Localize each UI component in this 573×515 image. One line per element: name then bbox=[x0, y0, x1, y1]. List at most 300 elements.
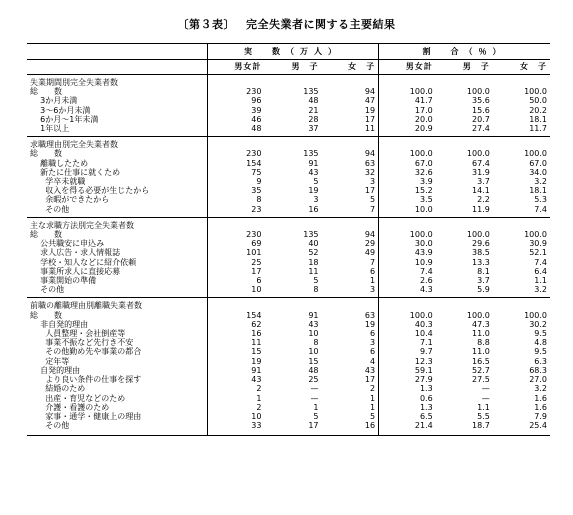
header-ratio-male: 男 子 bbox=[436, 60, 493, 75]
row-label: 6か月～1年未満 bbox=[30, 114, 99, 124]
cell-ratio-female: 7.9 bbox=[534, 411, 547, 421]
cell-ratio-male: 100.0 bbox=[466, 310, 490, 320]
table-row bbox=[27, 412, 550, 421]
cell-count-male: — bbox=[310, 393, 319, 403]
cell-count-total: 10 bbox=[207, 412, 264, 421]
cell-count-total bbox=[207, 298, 264, 311]
table-row bbox=[27, 421, 550, 436]
cell-count-male bbox=[264, 217, 321, 230]
header-ratio-group: 割 合（％） bbox=[379, 44, 550, 60]
section-title: 前職の離職理由別離職失業者数 bbox=[30, 301, 142, 311]
cell-count-total: 75 bbox=[207, 168, 264, 177]
cell-count-total: 48 bbox=[207, 124, 264, 137]
cell-ratio-total: 12.3 bbox=[379, 357, 436, 366]
cell-count-total: 101 bbox=[207, 248, 264, 257]
table-row bbox=[27, 258, 550, 267]
cell-count-female: 32 bbox=[364, 167, 376, 177]
row-label: より良い条件の仕事を探す bbox=[30, 375, 142, 385]
cell-ratio-male: 27.5 bbox=[471, 375, 490, 385]
cell-ratio-male: 14.1 bbox=[471, 186, 490, 196]
header-count-total: 男女計 bbox=[207, 60, 264, 75]
cell-ratio-total bbox=[379, 75, 436, 88]
section-heading-row bbox=[27, 137, 550, 150]
row-label: 1年以上 bbox=[27, 124, 207, 137]
row-label: 事業不振など先行き不安 bbox=[30, 338, 134, 348]
header-count-female: 女 子 bbox=[322, 60, 379, 75]
cell-ratio-total: 59.1 bbox=[379, 366, 436, 375]
cell-ratio-total: 41.7 bbox=[379, 96, 436, 105]
cell-count-male: 48 bbox=[308, 365, 319, 375]
cell-ratio-total: 6.5 bbox=[379, 412, 436, 421]
table-row bbox=[27, 375, 550, 384]
cell-count-female: 63 bbox=[364, 158, 376, 168]
cell-count-total: 9 bbox=[207, 177, 264, 186]
cell-ratio-male: 5.9 bbox=[436, 285, 493, 298]
row-label: 総 数 bbox=[30, 230, 62, 240]
cell-count-total: 33 bbox=[207, 421, 264, 436]
cell-count-male: 10 bbox=[308, 329, 319, 339]
cell-ratio-total: 3.5 bbox=[379, 195, 436, 204]
row-label: 非自発的理由 bbox=[30, 319, 89, 329]
cell-count-female: 16 bbox=[322, 421, 379, 436]
cell-ratio-male: 38.5 bbox=[471, 248, 490, 258]
cell-ratio-female: 20.2 bbox=[529, 105, 547, 115]
row-label: その他 bbox=[27, 285, 207, 298]
table-title bbox=[0, 16, 573, 32]
cell-ratio-female: 30.9 bbox=[529, 239, 547, 249]
row-label: 新たに仕事に就くため bbox=[30, 167, 121, 177]
section-heading-row bbox=[27, 75, 550, 88]
table-row bbox=[27, 149, 550, 158]
cell-count-female: 19 bbox=[364, 105, 376, 115]
table-row bbox=[27, 285, 550, 298]
row-label: 定年等 bbox=[30, 356, 70, 366]
cell-count-female: 5 bbox=[370, 195, 376, 205]
cell-count-female: 5 bbox=[370, 411, 376, 421]
cell-count-female: 1 bbox=[370, 393, 376, 403]
table-row bbox=[27, 124, 550, 137]
cell-ratio-male: 47.3 bbox=[471, 319, 490, 329]
cell-count-male: 5 bbox=[313, 177, 319, 187]
cell-ratio-male: 31.9 bbox=[471, 167, 490, 177]
cell-count-female: 17 bbox=[364, 375, 376, 385]
cell-ratio-male bbox=[436, 137, 493, 150]
cell-count-male: 135 bbox=[303, 230, 319, 240]
cell-count-female: 6 bbox=[370, 266, 376, 276]
cell-count-female: 47 bbox=[364, 96, 376, 106]
table-row bbox=[27, 276, 550, 285]
row-label: 出産・育児などのため bbox=[30, 393, 126, 403]
cell-count-male bbox=[264, 298, 321, 311]
table-row bbox=[27, 106, 550, 115]
cell-count-female: 6 bbox=[370, 347, 376, 357]
table-row bbox=[27, 347, 550, 356]
cell-count-total: 230 bbox=[207, 230, 264, 239]
row-label: 総 数 bbox=[30, 149, 62, 159]
cell-ratio-male: 29.6 bbox=[471, 239, 490, 249]
cell-ratio-male: 100.0 bbox=[466, 230, 490, 240]
cell-ratio-male bbox=[436, 217, 493, 230]
cell-count-female: 49 bbox=[364, 248, 376, 258]
cell-count-male: 43 bbox=[308, 319, 319, 329]
cell-count-total: 23 bbox=[207, 205, 264, 218]
cell-count-male: 40 bbox=[308, 239, 319, 249]
cell-ratio-female: 6.3 bbox=[534, 356, 547, 366]
table-row bbox=[27, 384, 550, 393]
cell-ratio-total: 32.6 bbox=[379, 168, 436, 177]
cell-count-male: 19 bbox=[308, 186, 319, 196]
cell-count-female: 3 bbox=[322, 285, 379, 298]
table-number: 〔第３表〕 bbox=[177, 18, 235, 31]
cell-count-female: 17 bbox=[364, 186, 376, 196]
cell-count-total: 16 bbox=[207, 329, 264, 338]
cell-ratio-male: 27.4 bbox=[436, 124, 493, 137]
cell-count-female bbox=[322, 217, 379, 230]
cell-ratio-total: 9.7 bbox=[379, 347, 436, 356]
cell-ratio-male: 100.0 bbox=[466, 87, 490, 97]
cell-ratio-female: 4.8 bbox=[534, 338, 547, 348]
cell-count-female bbox=[322, 298, 379, 311]
cell-ratio-male: 11.9 bbox=[436, 205, 493, 218]
cell-ratio-total: 7.4 bbox=[379, 267, 436, 276]
table-row bbox=[27, 96, 550, 105]
cell-ratio-male: 100.0 bbox=[466, 149, 490, 159]
table-row bbox=[27, 195, 550, 204]
cell-ratio-male: 1.1 bbox=[477, 402, 490, 412]
table-row bbox=[27, 329, 550, 338]
cell-count-total: 2 bbox=[207, 384, 264, 393]
cell-ratio-total: 3.9 bbox=[379, 177, 436, 186]
cell-count-male: 16 bbox=[264, 205, 321, 218]
cell-count-female bbox=[322, 137, 379, 150]
cell-count-total: 6 bbox=[207, 276, 264, 285]
table-row bbox=[27, 357, 550, 366]
table-row bbox=[27, 320, 550, 329]
cell-ratio-total: 7.1 bbox=[379, 338, 436, 347]
cell-count-male: 8 bbox=[313, 338, 319, 348]
cell-ratio-total: 10.4 bbox=[379, 329, 436, 338]
cell-count-total: 11 bbox=[207, 338, 264, 347]
cell-count-total: 91 bbox=[207, 366, 264, 375]
cell-count-female bbox=[322, 75, 379, 88]
cell-ratio-female: 1.1 bbox=[534, 276, 547, 286]
cell-count-total bbox=[207, 75, 264, 88]
cell-ratio-total bbox=[379, 217, 436, 230]
cell-count-male: 1 bbox=[313, 402, 319, 412]
cell-count-total: 17 bbox=[207, 267, 264, 276]
header-blank bbox=[27, 44, 207, 60]
header-blank-sub bbox=[27, 60, 207, 75]
table-row bbox=[27, 267, 550, 276]
cell-count-male: 17 bbox=[264, 421, 321, 436]
header-ratio-female: 女 子 bbox=[493, 60, 550, 75]
cell-count-total: 39 bbox=[207, 106, 264, 115]
row-label: 総 数 bbox=[30, 87, 62, 97]
cell-ratio-total: 20.0 bbox=[379, 115, 436, 124]
cell-count-total bbox=[207, 137, 264, 150]
table-row bbox=[27, 115, 550, 124]
cell-count-male: 8 bbox=[264, 285, 321, 298]
cell-count-total: 35 bbox=[207, 186, 264, 195]
cell-ratio-total: 1.3 bbox=[379, 384, 436, 393]
cell-count-total: 2 bbox=[207, 403, 264, 412]
cell-ratio-female: 1.6 bbox=[534, 402, 547, 412]
cell-ratio-male: 3.7 bbox=[477, 177, 490, 187]
cell-ratio-female: 100.0 bbox=[524, 87, 547, 97]
cell-count-male: 5 bbox=[313, 276, 319, 286]
cell-ratio-male: — bbox=[481, 384, 490, 394]
cell-ratio-female: 3.2 bbox=[534, 384, 547, 394]
cell-count-total: 19 bbox=[207, 357, 264, 366]
cell-ratio-total: 100.0 bbox=[379, 87, 436, 96]
cell-count-male: 15 bbox=[308, 356, 319, 366]
cell-ratio-total: 1.3 bbox=[379, 403, 436, 412]
header-count-group: 実 数（万人） bbox=[207, 44, 378, 60]
cell-ratio-total: 17.0 bbox=[379, 106, 436, 115]
cell-count-male: 21 bbox=[308, 105, 319, 115]
row-label: 事業所求人に直接応募 bbox=[30, 266, 121, 276]
cell-ratio-female: 34.0 bbox=[529, 167, 547, 177]
cell-ratio-total: 10.0 bbox=[379, 205, 436, 218]
cell-ratio-male: 13.3 bbox=[471, 257, 490, 267]
row-label: 人員整理・会社倒産等 bbox=[30, 329, 126, 339]
cell-ratio-total: 10.9 bbox=[379, 258, 436, 267]
row-label: その他 bbox=[27, 421, 207, 436]
cell-count-male: 18 bbox=[308, 257, 319, 267]
cell-ratio-male: 16.5 bbox=[471, 356, 490, 366]
row-label: その他 bbox=[27, 205, 207, 218]
cell-ratio-male: 35.6 bbox=[471, 96, 490, 106]
cell-count-female: 94 bbox=[364, 87, 376, 97]
cell-count-total: 10 bbox=[207, 285, 264, 298]
cell-count-total: 230 bbox=[207, 87, 264, 96]
table-row bbox=[27, 366, 550, 375]
cell-count-male: 91 bbox=[308, 158, 319, 168]
header-ratio-total: 男女計 bbox=[379, 60, 436, 75]
table-row bbox=[27, 177, 550, 186]
cell-count-male bbox=[264, 137, 321, 150]
cell-ratio-female: 5.3 bbox=[534, 195, 547, 205]
cell-ratio-male: 8.8 bbox=[477, 338, 490, 348]
cell-count-female: 63 bbox=[364, 310, 376, 320]
header-count-male: 男 子 bbox=[264, 60, 321, 75]
cell-ratio-female: 50.0 bbox=[529, 96, 547, 106]
cell-ratio-total: 20.9 bbox=[379, 124, 436, 137]
cell-count-female: 43 bbox=[364, 365, 376, 375]
row-label: 総 数 bbox=[30, 310, 62, 320]
cell-ratio-total bbox=[379, 298, 436, 311]
cell-ratio-total: 21.4 bbox=[379, 421, 436, 436]
table-body bbox=[27, 75, 550, 436]
cell-ratio-male bbox=[436, 298, 493, 311]
cell-count-male: 37 bbox=[264, 124, 321, 137]
cell-ratio-total: 100.0 bbox=[379, 149, 436, 158]
cell-ratio-male: 8.1 bbox=[477, 266, 490, 276]
cell-count-total: 43 bbox=[207, 375, 264, 384]
cell-ratio-total: 15.2 bbox=[379, 186, 436, 195]
cell-ratio-female: 25.4 bbox=[493, 421, 550, 436]
cell-count-female: 1 bbox=[370, 402, 376, 412]
row-label: 学卒未就職 bbox=[30, 177, 86, 187]
cell-ratio-female bbox=[493, 75, 550, 88]
table-row bbox=[27, 168, 550, 177]
cell-ratio-male: — bbox=[481, 393, 490, 403]
section-heading-row bbox=[27, 217, 550, 230]
cell-count-male: 3 bbox=[313, 195, 319, 205]
cell-count-female: 7 bbox=[370, 257, 376, 267]
cell-ratio-female: 9.5 bbox=[534, 347, 547, 357]
cell-count-male: 5 bbox=[313, 411, 319, 421]
cell-count-female: 3 bbox=[370, 177, 376, 187]
cell-count-total: 46 bbox=[207, 115, 264, 124]
cell-ratio-female bbox=[493, 137, 550, 150]
cell-ratio-female: 7.4 bbox=[534, 257, 547, 267]
cell-count-female: 3 bbox=[370, 338, 376, 348]
cell-ratio-total: 27.9 bbox=[379, 375, 436, 384]
cell-ratio-female: 67.0 bbox=[529, 158, 547, 168]
cell-count-male: 135 bbox=[303, 87, 319, 97]
row-label: 収入を得る必要が生じたから bbox=[30, 186, 150, 196]
cell-ratio-male: 11.0 bbox=[471, 347, 490, 357]
cell-count-total: 154 bbox=[207, 159, 264, 168]
cell-ratio-female: 68.3 bbox=[529, 365, 547, 375]
table-title-text: 完全失業者に関する主要結果 bbox=[246, 18, 396, 31]
cell-count-total: 8 bbox=[207, 195, 264, 204]
section-title: 求職理由別完全失業者数 bbox=[30, 140, 118, 150]
cell-ratio-female: 52.1 bbox=[529, 248, 547, 258]
table-row bbox=[27, 248, 550, 257]
cell-ratio-female: 11.7 bbox=[493, 124, 550, 137]
cell-count-total: 1 bbox=[207, 394, 264, 403]
cell-count-female: 11 bbox=[322, 124, 379, 137]
cell-ratio-total: 0.6 bbox=[379, 394, 436, 403]
cell-count-total bbox=[207, 217, 264, 230]
table-row bbox=[27, 205, 550, 218]
cell-count-total: 25 bbox=[207, 258, 264, 267]
cell-ratio-male: 2.2 bbox=[477, 195, 490, 205]
cell-ratio-male: 3.7 bbox=[477, 276, 490, 286]
cell-ratio-total: 67.0 bbox=[379, 159, 436, 168]
cell-ratio-male: 15.6 bbox=[471, 105, 490, 115]
cell-ratio-total: 30.0 bbox=[379, 239, 436, 248]
cell-ratio-female bbox=[493, 298, 550, 311]
cell-count-female: 94 bbox=[364, 149, 376, 159]
cell-count-male: — bbox=[310, 384, 319, 394]
cell-count-total: 230 bbox=[207, 149, 264, 158]
section-title: 失業期間別完全失業者数 bbox=[30, 78, 118, 87]
cell-ratio-female: 6.4 bbox=[534, 266, 547, 276]
cell-count-male: 135 bbox=[303, 149, 319, 159]
row-label: 介護・看護のため bbox=[30, 402, 110, 412]
cell-count-total: 69 bbox=[207, 239, 264, 248]
cell-count-female: 1 bbox=[370, 276, 376, 286]
row-label: 3か月未満 bbox=[30, 96, 78, 106]
cell-count-female: 29 bbox=[364, 239, 376, 249]
cell-count-male: 25 bbox=[308, 375, 319, 385]
row-label: その他勤め先や事業の都合 bbox=[30, 347, 142, 357]
row-label: 事業開始の準備 bbox=[30, 276, 97, 286]
cell-ratio-total: 43.9 bbox=[379, 248, 436, 257]
cell-ratio-female: 30.2 bbox=[529, 319, 547, 329]
cell-count-male: 91 bbox=[308, 310, 319, 320]
results-table bbox=[27, 43, 550, 436]
cell-ratio-female bbox=[493, 217, 550, 230]
cell-count-male: 48 bbox=[308, 96, 319, 106]
cell-ratio-male: 11.0 bbox=[471, 329, 490, 339]
cell-ratio-female: 27.0 bbox=[529, 375, 547, 385]
cell-ratio-male: 5.5 bbox=[477, 411, 490, 421]
section-heading-row bbox=[27, 298, 550, 311]
cell-ratio-total: 4.3 bbox=[379, 285, 436, 298]
table-row bbox=[27, 230, 550, 239]
table-row bbox=[27, 394, 550, 403]
cell-count-male: 43 bbox=[308, 167, 319, 177]
table-row bbox=[27, 311, 550, 320]
cell-count-female: 4 bbox=[370, 356, 376, 366]
cell-count-total: 62 bbox=[207, 320, 264, 329]
row-label: 公共職安に申込み bbox=[30, 239, 105, 249]
cell-ratio-female: 18.1 bbox=[529, 186, 547, 196]
cell-ratio-female: 1.6 bbox=[534, 393, 547, 403]
cell-count-male bbox=[264, 75, 321, 88]
cell-count-female: 19 bbox=[364, 319, 376, 329]
cell-ratio-female: 100.0 bbox=[524, 149, 547, 159]
cell-ratio-male: 52.7 bbox=[471, 365, 490, 375]
cell-count-male: 11 bbox=[308, 266, 319, 276]
cell-ratio-male: 67.4 bbox=[471, 158, 490, 168]
row-label: 余暇ができたから bbox=[30, 195, 110, 205]
cell-count-male: 10 bbox=[308, 347, 319, 357]
cell-count-female: 94 bbox=[364, 230, 376, 240]
cell-count-male: 28 bbox=[308, 114, 319, 124]
row-label: 家事・通学・健康上の理由 bbox=[30, 411, 142, 421]
cell-ratio-female: 7.4 bbox=[493, 205, 550, 218]
row-label: 自発的理由 bbox=[30, 365, 81, 375]
cell-count-female: 6 bbox=[370, 329, 376, 339]
row-label: 結婚のため bbox=[30, 384, 86, 394]
cell-ratio-female: 100.0 bbox=[524, 310, 547, 320]
cell-ratio-male: 18.7 bbox=[436, 421, 493, 436]
cell-ratio-male: 20.7 bbox=[471, 114, 490, 124]
row-label: 学校・知人などに紹介依頼 bbox=[30, 257, 137, 267]
cell-ratio-total: 100.0 bbox=[379, 311, 436, 320]
table-row bbox=[27, 403, 550, 412]
cell-ratio-total bbox=[379, 137, 436, 150]
cell-count-female: 7 bbox=[322, 205, 379, 218]
cell-ratio-total: 100.0 bbox=[379, 230, 436, 239]
cell-count-total: 96 bbox=[207, 96, 264, 105]
cell-ratio-female: 100.0 bbox=[524, 230, 547, 240]
cell-ratio-female: 9.5 bbox=[534, 329, 547, 339]
section-title: 主な求職方法別完全失業者数 bbox=[30, 220, 134, 230]
cell-ratio-female: 18.1 bbox=[529, 114, 547, 124]
cell-count-female: 17 bbox=[364, 114, 376, 124]
table-row bbox=[27, 159, 550, 168]
row-label: 求人広告・求人情報誌 bbox=[30, 248, 121, 258]
cell-ratio-total: 2.6 bbox=[379, 276, 436, 285]
row-label: 離職したため bbox=[30, 158, 89, 168]
cell-count-total: 154 bbox=[207, 311, 264, 320]
cell-ratio-total: 40.3 bbox=[379, 320, 436, 329]
row-label: 3～6か月未満 bbox=[30, 105, 91, 115]
cell-count-male: 52 bbox=[308, 248, 319, 258]
table-row bbox=[27, 87, 550, 96]
cell-ratio-male bbox=[436, 75, 493, 88]
cell-ratio-female: 3.2 bbox=[493, 285, 550, 298]
cell-count-female: 2 bbox=[370, 384, 376, 394]
cell-count-total: 15 bbox=[207, 347, 264, 356]
cell-ratio-female: 3.2 bbox=[534, 177, 547, 187]
